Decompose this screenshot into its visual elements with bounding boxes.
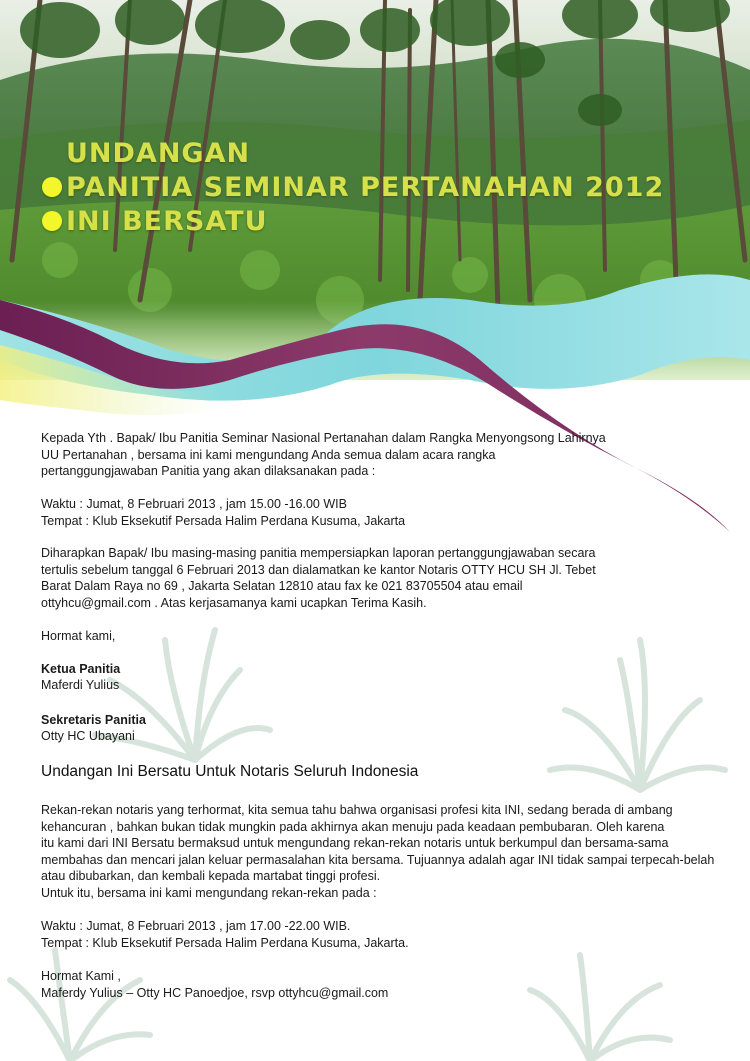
title-panitia — [42, 172, 664, 203]
waktu-line: Waktu : Jumat, 8 Februari 2013 , jam 17.00 -22.00 WIB. — [41, 919, 351, 933]
text-line: Untuk itu, bersama ini kami mengundang rekan-rekan pada : — [41, 885, 377, 900]
tempat-line: Tempat : Klub Eksekutif Persada Halim Perdana Kusuma, Jakarta. — [41, 935, 409, 950]
title-ini-bersatu — [42, 206, 268, 237]
text-line: pertanggungjawaban Panitia yang akan dilaksanakan pada : — [41, 464, 376, 479]
text-line: UU Pertanahan , bersama ini kami mengundang Anda semua dalam acara rangka — [41, 447, 496, 462]
bullet-icon — [42, 177, 62, 197]
text-line: Barat Dalam Raya no 69 , Jakarta Selatan 12810 atau fax ke 021 83705504 atau email — [41, 579, 523, 594]
waktu-line: Waktu : Jumat, 8 Februari 2013 , jam 15.00 -16.00 WIB — [41, 497, 347, 511]
ketua-name: Maferdi Yulius — [41, 678, 120, 692]
title-line3: INI BERSATU — [66, 206, 268, 237]
tempat-line: Tempat : Klub Eksekutif Persada Halim Perdana Kusuma, Jakarta — [41, 513, 406, 528]
text-line: Kepada Yth . Bapak/ Ibu Panitia Seminar Nasional Pertanahan dalam Rangka Menyongsong Lahirnya — [41, 431, 606, 445]
text-line: membahas dan mencari jalan keluar permasalahan kita bersama. Tujuannya adalah agar INI tidak sampai terpecah-belah — [41, 852, 715, 867]
section-heading: Undangan Ini Bersatu Untuk Notaris Seluruh Indonesia — [41, 763, 419, 780]
title-line1: UNDANGAN — [66, 138, 251, 169]
sekretaris-name: Otty HC Ubayani — [41, 729, 135, 743]
signoff-text: Maferdy Yulius – Otty HC Panoedjoe, rsvp ottyhcu@gmail.com — [41, 986, 389, 1000]
closing-text: Hormat kami, — [41, 629, 116, 643]
title-line2: PANITIA SEMINAR PERTANAHAN 2012 — [66, 172, 665, 203]
text-line: Diharapkan Bapak/ Ibu masing-masing panitia mempersiapkan laporan pertanggungjawaban secara — [41, 546, 596, 560]
bullet-icon — [42, 211, 62, 231]
text-line: atau dibubarkan, dan kembali kepada martabat tinggi profesi. — [41, 869, 381, 884]
text-line: tertulis sebelum tanggal 6 Februari 2013 dan dialamatkan ke kantor Notaris OTTY HCU SH Jl. Tebet — [41, 562, 596, 577]
title-undangan — [42, 138, 250, 169]
text-line: itu kami dari INI Bersatu bermaksud untuk mengundang rekan-rekan notaris untuk berkumpul dan bersama-sama — [41, 836, 669, 851]
sekretaris-title: Sekretaris Panitia — [41, 713, 146, 727]
ketua-title: Ketua Panitia — [41, 662, 121, 676]
closing-text: Hormat Kami , — [41, 969, 121, 983]
invitation2-schedule — [41, 918, 409, 951]
invitation1-schedule — [41, 496, 405, 529]
invitation2-para1 — [41, 802, 714, 902]
text-line: ottyhcu@gmail.com . Atas kerjasamanya kami ucapkan Terima Kasih. — [41, 595, 427, 610]
text-line: Rekan-rekan notaris yang terhormat, kita semua tahu bahwa organisasi profesi kita INI, sedang berada di ambang — [41, 803, 673, 817]
invitation1-para2 — [41, 545, 596, 611]
invitation1-para1 — [41, 430, 606, 480]
text-line: kehancuran , bahkan bukan tidak mungkin pada akhirnya akan menuju pada keadaan pembubaran. Oleh karena — [41, 819, 665, 834]
